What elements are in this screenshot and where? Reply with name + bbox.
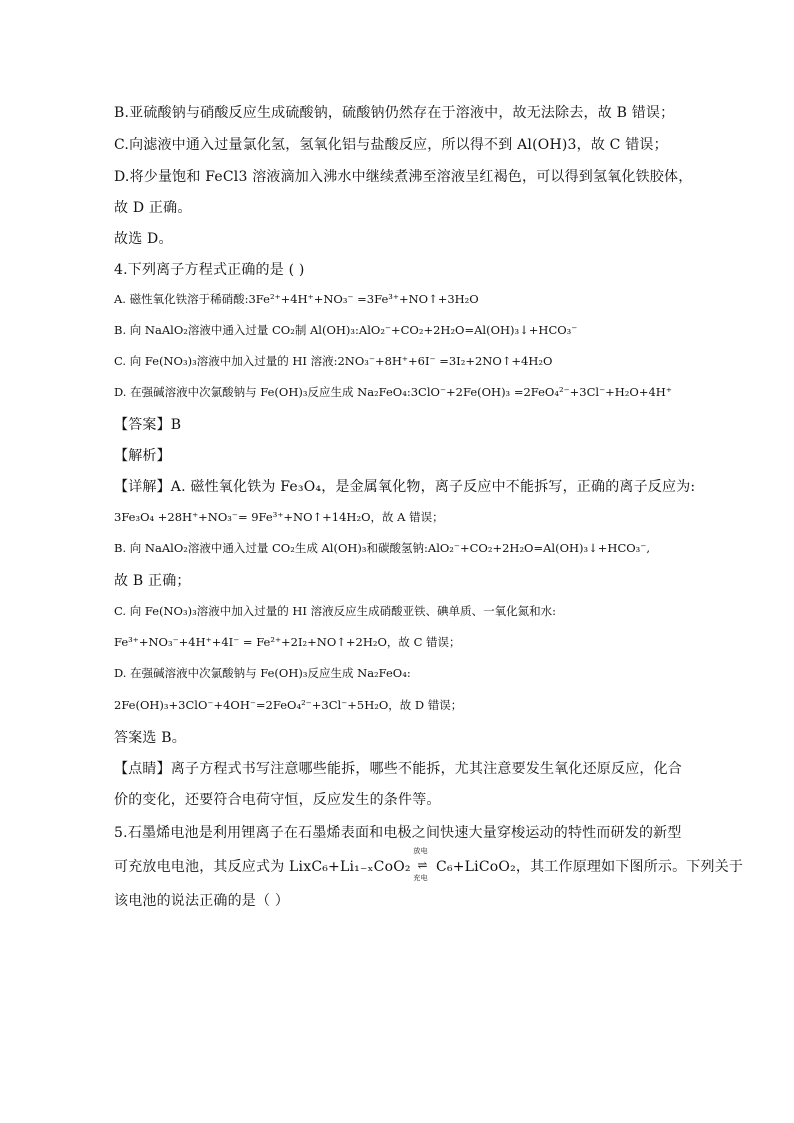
question-5-equation-line [114,847,744,882]
tip-line: 价的变化，还要符合电荷守恒，反应发生的条件等。 [114,792,441,808]
option-c: C. 向 Fe(NO₃)₃溶液中加入过量的 HI 溶液:2NO₃⁻+8H⁺+6I⁻ =3I₂+2NO↑+4H₂O [114,354,553,368]
detail-line: D. 在强碱溶液中次氯酸钠与 Fe(OH)₃反应生成 Na₂FeO₄: [114,666,411,680]
answer-label: 【答案】B [114,417,182,433]
equation-line: 2Fe(OH)₃+3ClO⁻+4OH⁻=2FeO₄²⁻+3Cl⁻+5H₂O，故 D 错误； [114,698,463,712]
text-line: 该电池的说法正确的是（ ） [114,893,290,909]
detail-line: C. 向 Fe(NO₃)₃溶液中加入过量的 HI 溶液反应生成硝酸亚铁、碘单质、一氧化氮和水: [114,604,556,618]
question-5-stem: 5.石墨烯电池是利用锂离子在石墨烯表面和电极之间快速大量穿梭运动的特性而研发的新型 [114,825,682,841]
option-a: A. 磁性氧化铁溶于稀硝酸:3Fe²⁺+4H⁺+NO₃⁻ =3Fe³⁺+NO↑+3H₂O [114,292,479,306]
reaction-arrow [413,847,431,882]
detail-line: 【详解】A. 磁性氧化铁为 Fe₃O₄，是金属氧化物，离子反应中不能拆写，正确的离子反应为: [114,479,696,495]
detail-line: B. 向 NaAlO₂溶液中通入过量 CO₂生成 Al(OH)₃和碳酸氢钠:AlO₂⁻+CO₂+2H₂O=Al(OH)₃↓+HCO₃⁻, [114,541,651,555]
equation-right: C₆+LiCoO₂，其工作原理如下图所示。下列关于 [436,859,744,875]
equation-line: 3Fe₃O₄ +28H⁺+NO₃⁻= 9Fe³⁺+NO↑+14H₂O，故 A 错误； [114,510,444,524]
equation-left: 可充放电电池，其反应式为 LixC₆+Li₁₋ₓCoO₂ [114,859,411,875]
text-line: 故 D 正确。 [114,200,192,216]
equation-line: Fe³⁺+NO₃⁻+4H⁺+4I⁻ = Fe²⁺+2I₂+NO↑+2H₂O，故 C 错误； [114,635,461,649]
tip-line: 【点睛】离子方程式书写注意哪些能拆，哪些不能拆，尤其注意要发生氧化还原反应，化合 [114,761,682,777]
double-arrow-icon: ⇌ [417,858,428,872]
text-line: C.向滤液中通入过量氯化氢，氢氧化铝与盐酸反应，所以得不到 Al(OH)3，故 C 错误； [114,137,668,153]
discharge-label: 放电 [413,847,428,855]
text-line: 答案选 B。 [114,730,186,746]
option-b: B. 向 NaAlO₂溶液中通入过量 CO₂制 Al(OH)₃:AlO₂⁻+CO₂+2H₂O=Al(OH)₃↓+HCO₃⁻ [114,323,578,337]
text-line: B.亚硫酸钠与硝酸反应生成硫酸钠，硫酸钠仍然存在于溶液中，故无法除去，故 B 错误； [114,105,675,121]
text-line: D.将少量饱和 FeCl3 溶液滴加入沸水中继续煮沸至溶液呈红褐色，可以得到氢氧化铁胶体， [114,169,693,185]
analysis-label: 【解析】 [114,448,171,464]
text-line: 故选 D。 [114,231,173,247]
option-d: D. 在强碱溶液中次氯酸钠与 Fe(OH)₃反应生成 Na₂FeO₄:3ClO⁻+2Fe(OH)₃ =2FeO₄²⁻+3Cl⁻+H₂O+4H⁺ [114,385,672,399]
question-4-stem: 4.下列离子方程式正确的是 ( ) [114,262,305,278]
charge-label: 充电 [413,874,428,882]
text-line: 故 B 正确； [114,573,191,589]
